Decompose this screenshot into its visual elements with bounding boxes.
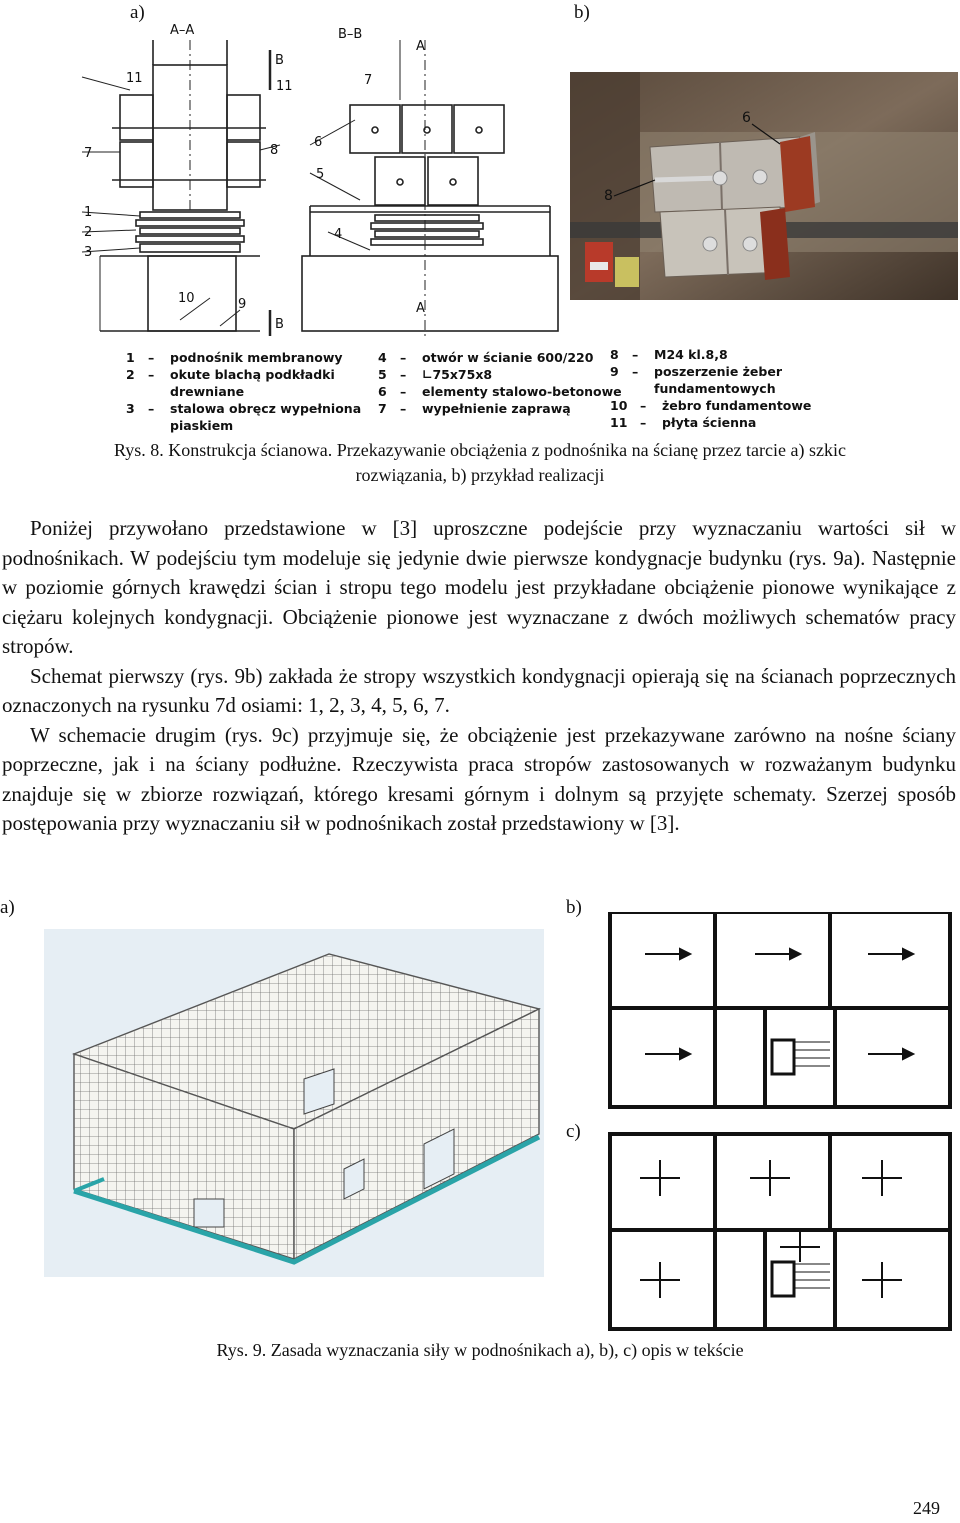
callout-5: 5 [316, 167, 325, 182]
callout-9: 9 [238, 297, 247, 312]
fig8-panel-a-label: a) [130, 2, 145, 23]
legend-num: 4 [378, 350, 387, 365]
callout-1: 1 [84, 205, 93, 220]
legend-num: 2 [126, 367, 135, 382]
legend-text: drewniane [170, 384, 245, 399]
fig9-panel-c-label: c) [566, 1121, 581, 1142]
section-bb-label: B–B [338, 27, 363, 42]
section-aa-label: A–A [170, 23, 195, 38]
mark-b-bottom: B [275, 317, 284, 332]
fig8-legend-col2: 4 – otwór w ścianie 600/220 5 – ∟75x75x8 6 – elementy stalowo-betonowe 7 – wypełnienie zaprawą [378, 350, 622, 416]
legend-num: 11 [610, 415, 628, 430]
fig9-caption: Rys. 9. Zasada wyznaczania siły w podnośnikach a), b), c) opis w tekście [216, 1340, 744, 1360]
paragraph-1: Poniżej przywołano przedstawione w [3] uproszczne podejście przy wyznaczaniu wartości sił w podnośnikach. W podejściu tym modeluje się jedynie dwie pierwsze kondygnacje budynku (rys. 9a). Następnie w poziomie górnych krawędzi ścian i stropu tego modelu jest przykładane obciążenie pionowe wynikające z ciężaru kolejnych kondygnacji. Obciążenie pionowe jest wyznaczane z dwóch możliwych schematów pracy stropów. [2, 516, 956, 658]
callout-7b: 7 [364, 73, 373, 88]
legend-text: płyta ścienna [662, 415, 757, 430]
callout-8: 8 [270, 143, 279, 158]
legend-text: podnośnik membranowy [170, 350, 343, 365]
callout-3: 3 [84, 245, 93, 260]
legend-text: otwór w ścianie 600/220 [422, 350, 594, 365]
legend-num: 1 [126, 350, 135, 365]
fig8-caption-line2: rozwiązania, b) przykład realizacji [355, 465, 605, 485]
callout-6: 6 [314, 135, 323, 150]
fig9-fe-model [44, 929, 544, 1277]
mark-a-bottom: A [416, 301, 425, 316]
legend-text: poszerzenie żeber [654, 364, 783, 379]
mark-b-top: B [275, 53, 284, 68]
legend-text: żebro fundamentowe [662, 398, 812, 413]
photo-label-6: 6 [742, 110, 751, 126]
legend-text: M24 kl.8,8 [654, 347, 728, 362]
mark-a-top: A [416, 39, 425, 54]
legend-text: piaskiem [170, 418, 234, 433]
legend-text: wypełnienie zaprawą [422, 401, 571, 416]
callout-7: 7 [84, 146, 93, 161]
legend-num: 7 [378, 401, 387, 416]
fig8-technical-drawing [70, 20, 560, 340]
legend-text: stalowa obręcz wypełniona [170, 401, 362, 416]
body-text [2, 514, 956, 839]
callout-4: 4 [334, 227, 343, 242]
fig8-realization-photo [570, 72, 958, 300]
fig8-caption-line1: Rys. 8. Konstrukcja ścianowa. Przekazywanie obciążenia z podnośnika na ścianę przez tarcie a) szkic [114, 440, 846, 460]
legend-text: ∟75x75x8 [422, 367, 493, 382]
fig9-panel-a-label: a) [0, 897, 15, 918]
legend-num: 10 [610, 398, 628, 413]
legend-num: 3 [126, 401, 135, 416]
photo-label-8: 8 [604, 188, 613, 204]
legend-num: 8 [610, 347, 619, 362]
legend-text: fundamentowych [654, 381, 776, 396]
callout-11b: 11 [276, 79, 293, 94]
fig8-legend-col1: 1 – podnośnik membranowy 2 – okute blachą podkładki drewniane 3 – stalowa obręcz wypełniona piaskiem [126, 350, 362, 433]
fig8-legend-col3: 8 – M24 kl.8,8 9 – poszerzenie żeber fundamentowych 10 – żebro fundamentowe 11 – płyta ścienna [610, 347, 812, 430]
legend-num: 6 [378, 384, 387, 399]
legend-num: 9 [610, 364, 619, 379]
callout-2: 2 [84, 225, 93, 240]
fig9-panel-b-label: b) [566, 897, 582, 918]
paragraph-3: W schemacie drugim (rys. 9c) przyjmuje się, że obciążenie jest przekazywane zarówno na nośne ściany poprzeczne, jak i na ściany podłużne. Rzeczywista praca stropów zastosowanych w rozważanym budynku znajduje się w zbiorze rozwiązań, którego kresami górnym i dolnym są przyjęte schematy. Szerzej sposób postępowania przy wyznaczaniu sił w podnośnikach został przedstawiony w [3]. [2, 722, 956, 835]
page-number: 249 [913, 1498, 940, 1518]
paragraph-2: Schemat pierwszy (rys. 9b) zakłada że stropy wszystkich kondygnacji opierają się na ścianach poprzecznych oznaczonych na rysunku 7d osiami: 1, 2, 3, 4, 5, 6, 7. [2, 663, 956, 717]
fig8-panel-b-label: b) [574, 2, 590, 23]
legend-num: 5 [378, 367, 387, 382]
fig9-floor-plans [600, 912, 960, 1332]
legend-text: okute blachą podkładki [170, 367, 335, 382]
legend-text: elementy stalowo-betonowe [422, 384, 622, 399]
callout-10: 10 [178, 291, 195, 306]
callout-11: 11 [126, 71, 143, 86]
